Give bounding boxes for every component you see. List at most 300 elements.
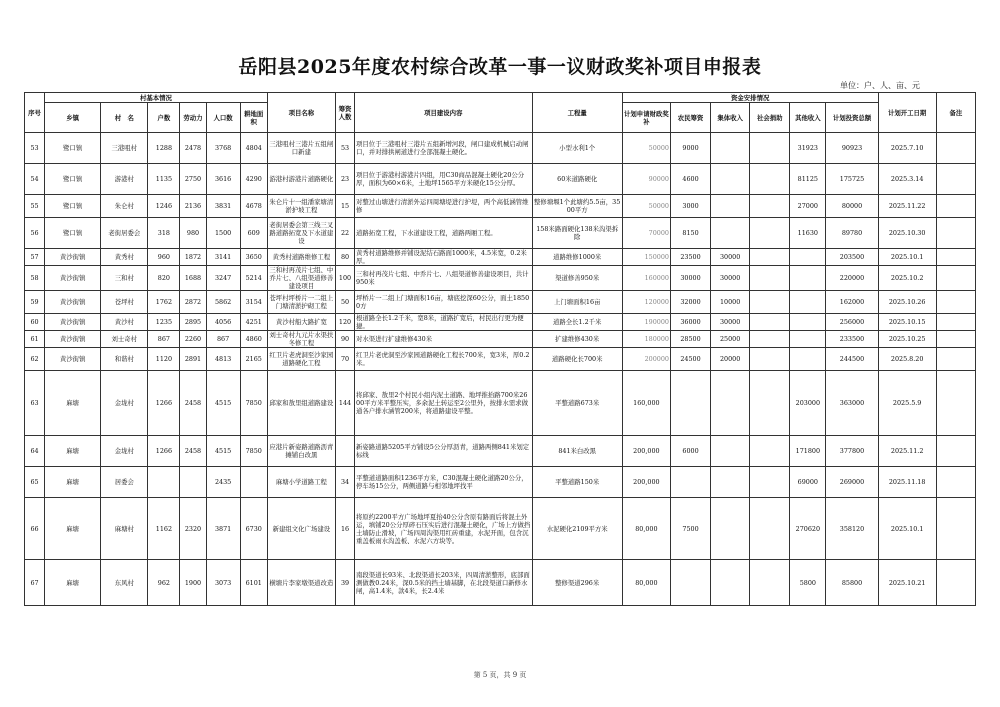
cell-remark [936, 133, 975, 164]
cell-don [750, 314, 790, 331]
cell-farmer: 24500 [670, 348, 710, 371]
cell-funded: 34 [335, 467, 354, 498]
table-row [25, 218, 976, 249]
cell-other: 31923 [790, 133, 826, 164]
table-row [25, 560, 976, 606]
cell-funded: 120 [335, 314, 354, 331]
cell-date: 2025.10.1 [878, 498, 936, 560]
cell-content: 坪桥片一二组上门塘面积16亩，塘底挖深60公分，面土18500方 [355, 291, 533, 314]
cell-name: 三和村再茂片七组、中乔片七、八组渠道修善建设项目 [267, 266, 335, 291]
cell-don [750, 348, 790, 371]
cell-date: 2025.11.2 [878, 436, 936, 467]
cell-land: 4860 [240, 331, 267, 348]
cell-total: 269000 [826, 467, 878, 498]
cell-village: 黄秀村 [101, 249, 148, 266]
cell-village: 游港村 [101, 164, 148, 195]
header-labor: 劳动力 [180, 103, 206, 133]
cell-labor [180, 467, 206, 498]
cell-name: 新建组文化广场建设 [267, 498, 335, 560]
cell-remark [936, 467, 975, 498]
cell-other [790, 331, 826, 348]
cell-total: 363000 [826, 371, 878, 436]
cell-coll [711, 133, 750, 164]
header-content: 项目建设内容 [355, 93, 533, 133]
cell-don [750, 133, 790, 164]
table-row [25, 348, 976, 371]
cell-other [790, 348, 826, 371]
cell-name: 老街居委会第三线三叉路道路拓宽及下水道建设 [267, 218, 335, 249]
cell-land: 7850 [240, 436, 267, 467]
header-population: 人口数 [206, 103, 240, 133]
cell-seq: 56 [25, 218, 45, 249]
cell-town: 黄沙街镇 [45, 331, 101, 348]
cell-remark [936, 348, 975, 371]
cell-labor: 2478 [180, 133, 206, 164]
cell-applied: 120000 [622, 291, 670, 314]
cell-labor: 980 [180, 218, 206, 249]
cell-hh: 1120 [148, 348, 180, 371]
cell-date: 2025.10.2 [878, 266, 936, 291]
cell-labor: 2320 [180, 498, 206, 560]
cell-other [790, 314, 826, 331]
cell-don [750, 249, 790, 266]
header-donation: 社会捐助 [750, 103, 790, 133]
cell-other [790, 266, 826, 291]
cell-applied: 80,000 [622, 560, 670, 606]
cell-don [750, 467, 790, 498]
cell-remark [936, 249, 975, 266]
cell-land: 4290 [240, 164, 267, 195]
header-project-name: 项目名称 [267, 93, 335, 133]
cell-hh: 1162 [148, 498, 180, 560]
cell-village: 三和村 [101, 266, 148, 291]
cell-coll: 25000 [711, 331, 750, 348]
cell-don [750, 218, 790, 249]
cell-funded: 144 [335, 371, 354, 436]
cell-labor: 2750 [180, 164, 206, 195]
cell-content: 对整过山塘进行清淤外运四周塘堤进行护堤，两个高低涵管维修 [355, 195, 533, 218]
cell-date: 2025.10.21 [878, 560, 936, 606]
cell-remark [936, 498, 975, 560]
cell-town: 麻塘 [45, 371, 101, 436]
cell-coll: 20000 [711, 348, 750, 371]
cell-farmer [670, 560, 710, 606]
cell-funded: 16 [335, 498, 354, 560]
cell-funded: 80 [335, 249, 354, 266]
cell-funded: 50 [335, 291, 354, 314]
cell-other [790, 291, 826, 314]
cell-funded: 70 [335, 348, 354, 371]
cell-labor: 1900 [180, 560, 206, 606]
cell-hh: 867 [148, 331, 180, 348]
cell-seq: 53 [25, 133, 45, 164]
cell-qty: 上门塘面积16亩 [532, 291, 622, 314]
cell-applied: 180000 [622, 331, 670, 348]
cell-remark [936, 164, 975, 195]
cell-applied: 160,000 [622, 371, 670, 436]
cell-seq: 63 [25, 371, 45, 436]
cell-remark [936, 218, 975, 249]
cell-applied: 200,000 [622, 467, 670, 498]
cell-farmer: 6000 [670, 436, 710, 467]
cell-total: 256000 [826, 314, 878, 331]
cell-total: 80000 [826, 195, 878, 218]
cell-name: 黄秀村道路维修工程 [267, 249, 335, 266]
header-farmer: 农民筹资 [670, 103, 710, 133]
cell-funded: 100 [335, 266, 354, 291]
cell-don [750, 436, 790, 467]
cell-land: 4678 [240, 195, 267, 218]
cell-date: 2025.3.14 [878, 164, 936, 195]
cell-hh: 962 [148, 560, 180, 606]
cell-content: 将原约2200平方广场地坪夏抬40公分含原有路面后将混土外运，填铺20公分厚碎石压实后进行混凝土硬化，广场上方做挡土墙防止滑坡，广场四周沟渠用红砖重建，水泥开面，包含沉重盖板雨水沟盖板、水泥六方块等。 [355, 498, 533, 560]
cell-content: 将邱家、敖里2个村民小组内泥土道路、地坪推抬路700米2600平方米平整压实，多余泥土转运至2公里外，按排水需求做通各户排水涵管200米，将道路建设平整。 [355, 371, 533, 436]
cell-labor: 2136 [180, 195, 206, 218]
header-seq: 序号 [25, 93, 45, 133]
cell-applied: 200,000 [622, 436, 670, 467]
cell-qty: 水泥硬化2109平方米 [532, 498, 622, 560]
table-body [25, 133, 976, 606]
table-row [25, 133, 976, 164]
cell-applied: 50000 [622, 133, 670, 164]
table-row [25, 195, 976, 218]
cell-coll [711, 164, 750, 195]
cell-qty: 小型水利1个 [532, 133, 622, 164]
cell-land: 3650 [240, 249, 267, 266]
cell-farmer: 7500 [670, 498, 710, 560]
cell-seq: 54 [25, 164, 45, 195]
cell-date: 2025.10.26 [878, 291, 936, 314]
cell-remark [936, 436, 975, 467]
cell-other: 171800 [790, 436, 826, 467]
cell-total: 377800 [826, 436, 878, 467]
cell-labor: 1688 [180, 266, 206, 291]
page-title: 岳阳县2025年度农村综合改革一事一议财政奖补项目申报表 [238, 56, 762, 78]
cell-other: 27000 [790, 195, 826, 218]
cell-total: 90923 [826, 133, 878, 164]
cell-seq: 62 [25, 348, 45, 371]
cell-content: 对水渠进行扩建维修430米 [355, 331, 533, 348]
cell-remark [936, 560, 975, 606]
cell-qty: 整修渠道296米 [532, 560, 622, 606]
cell-village: 金垅村 [101, 371, 148, 436]
cell-pop: 4515 [206, 436, 240, 467]
cell-qty: 60米道路硬化 [532, 164, 622, 195]
cell-funded: 23 [335, 164, 354, 195]
cell-hh: 1762 [148, 291, 180, 314]
cell-content: 道路拓宽工程，下水道建设工程，道路两厢工程。 [355, 218, 533, 249]
cell-village: 苍坪村 [101, 291, 148, 314]
cell-land: 4251 [240, 314, 267, 331]
cell-seq: 60 [25, 314, 45, 331]
cell-town: 鹭口镇 [45, 133, 101, 164]
cell-labor: 2891 [180, 348, 206, 371]
cell-hh: 1235 [148, 314, 180, 331]
table-row [25, 331, 976, 348]
cell-name: 横塘片李家墩渠道改造 [267, 560, 335, 606]
cell-coll [711, 371, 750, 436]
cell-farmer: 28500 [670, 331, 710, 348]
cell-remark [936, 314, 975, 331]
cell-town: 黄沙街镇 [45, 249, 101, 266]
cell-seq: 57 [25, 249, 45, 266]
cell-qty: 平整道路673米 [532, 371, 622, 436]
cell-hh: 960 [148, 249, 180, 266]
cell-land: 6101 [240, 560, 267, 606]
cell-town: 麻塘 [45, 436, 101, 467]
cell-remark [936, 266, 975, 291]
cell-qty: 平整道路150米 [532, 467, 622, 498]
cell-seq: 61 [25, 331, 45, 348]
cell-name: 红卫片老虎洞至沙家园道路硬化工程 [267, 348, 335, 371]
cell-pop: 2435 [206, 467, 240, 498]
cell-village: 刘士奇村 [101, 331, 148, 348]
table-row [25, 498, 976, 560]
cell-total: 358120 [826, 498, 878, 560]
cell-village: 三港咀村 [101, 133, 148, 164]
cell-applied: 190000 [622, 314, 670, 331]
page-footer: 第 5 页，共 9 页 [473, 671, 527, 679]
cell-labor: 1872 [180, 249, 206, 266]
header-start-date: 计划开工日期 [878, 93, 936, 133]
cell-pop: 5862 [206, 291, 240, 314]
cell-pop: 4813 [206, 348, 240, 371]
cell-content: 三和村再茂片七组、中乔片七、八组渠道修善建设项目，共计950米 [355, 266, 533, 291]
cell-town: 麻塘 [45, 560, 101, 606]
cell-total: 89780 [826, 218, 878, 249]
cell-content: 根道路全长1.2千米，宽8米，道路扩宽后，村民出行更为便捷。 [355, 314, 533, 331]
cell-pop: 4056 [206, 314, 240, 331]
cell-pop: 3831 [206, 195, 240, 218]
cell-hh: 1246 [148, 195, 180, 218]
cell-village: 和谐村 [101, 348, 148, 371]
cell-hh: 318 [148, 218, 180, 249]
header-village: 村 名 [101, 103, 148, 133]
cell-coll [711, 560, 750, 606]
cell-farmer: 36000 [670, 314, 710, 331]
cell-content: 项目位于游港村游港片四组，用C30商品混凝土硬化20公分厚，面积为60×6米，土地坪1565平方米硬化15公分厚。 [355, 164, 533, 195]
unit-label: 单位：户、人、亩、元 [840, 81, 920, 90]
table-row [25, 266, 976, 291]
cell-total: 175725 [826, 164, 878, 195]
cell-seq: 67 [25, 560, 45, 606]
cell-content: 项目位于三港咀村三港片五组新增河段，闸口建成机械启动闸口，并对排拱闸道进行全部混凝土硬化。 [355, 133, 533, 164]
cell-content: 南段渠道长93米、北段渠道长203米，四周清淤整形，底部面测做教0.24米，深0.5米的挡土墙基脚，在北段渠道口新修水闸，高1.4米，款4米，长2.4米 [355, 560, 533, 606]
cell-town: 黄沙街镇 [45, 291, 101, 314]
cell-content: 新姿路道路5205平方铺设5公分厚沥青，道路两侧841米划定标线 [355, 436, 533, 467]
cell-town: 鹭口镇 [45, 195, 101, 218]
cell-seq: 55 [25, 195, 45, 218]
cell-land: 609 [240, 218, 267, 249]
cell-content: 平整道道路面积1236平方米，C30混凝土硬化道路20公分，停车场15公分，两侧道路与相邻地坪找平 [355, 467, 533, 498]
cell-town: 麻塘 [45, 467, 101, 498]
cell-pop: 3768 [206, 133, 240, 164]
cell-total: 203500 [826, 249, 878, 266]
cell-other: 270620 [790, 498, 826, 560]
cell-applied: 150000 [622, 249, 670, 266]
header-village-info: 村基本情况 [45, 93, 268, 103]
cell-qty: 整修塘堰1个此塘约5.5亩，3500平方 [532, 195, 622, 218]
cell-coll: 30000 [711, 249, 750, 266]
cell-hh: 820 [148, 266, 180, 291]
cell-farmer: 8150 [670, 218, 710, 249]
header-quantity: 工程量 [532, 93, 622, 133]
cell-date: 2025.5.9 [878, 371, 936, 436]
cell-total: 244500 [826, 348, 878, 371]
cell-pop: 3073 [206, 560, 240, 606]
header-township: 乡镇 [45, 103, 101, 133]
cell-applied: 90000 [622, 164, 670, 195]
cell-coll [711, 436, 750, 467]
cell-name: 黄沙村船大路扩宽 [267, 314, 335, 331]
cell-don [750, 164, 790, 195]
cell-remark [936, 371, 975, 436]
cell-town: 麻塘 [45, 498, 101, 560]
cell-other [790, 249, 826, 266]
cell-land: 6730 [240, 498, 267, 560]
cell-coll [711, 498, 750, 560]
cell-applied: 80,000 [622, 498, 670, 560]
header-funded-people: 筹资人数 [335, 93, 354, 133]
cell-seq: 59 [25, 291, 45, 314]
cell-town: 鹭口镇 [45, 218, 101, 249]
cell-date: 2025.10.30 [878, 218, 936, 249]
table-row [25, 371, 976, 436]
cell-don [750, 195, 790, 218]
cell-don [750, 331, 790, 348]
cell-pop: 1500 [206, 218, 240, 249]
cell-village: 居委会 [101, 467, 148, 498]
cell-funded [335, 436, 354, 467]
cell-coll: 30000 [711, 266, 750, 291]
cell-name: 邱家和敖里组道路建设 [267, 371, 335, 436]
cell-qty: 道路全长1.2千米 [532, 314, 622, 331]
cell-hh: 1266 [148, 436, 180, 467]
cell-pop: 4515 [206, 371, 240, 436]
cell-total: 220000 [826, 266, 878, 291]
cell-land: 4804 [240, 133, 267, 164]
cell-don [750, 371, 790, 436]
cell-total: 162000 [826, 291, 878, 314]
cell-funded: 90 [335, 331, 354, 348]
cell-date: 2025.10.25 [878, 331, 936, 348]
cell-applied: 50000 [622, 195, 670, 218]
cell-other: 69000 [790, 467, 826, 498]
cell-land: 5214 [240, 266, 267, 291]
cell-seq: 66 [25, 498, 45, 560]
cell-village: 东风村 [101, 560, 148, 606]
cell-labor: 2458 [180, 371, 206, 436]
cell-don [750, 291, 790, 314]
cell-labor: 2872 [180, 291, 206, 314]
cell-name: 麻塘小学道路工程 [267, 467, 335, 498]
cell-land: 2165 [240, 348, 267, 371]
cell-name: 游港村游港片道路硬化 [267, 164, 335, 195]
cell-funded: 22 [335, 218, 354, 249]
cell-name: 苍坪村坪桥片一二组上门塘清淤护砌工程 [267, 291, 335, 314]
cell-total: 233500 [826, 331, 878, 348]
cell-farmer: 4600 [670, 164, 710, 195]
header-funding: 资金安排情况 [622, 93, 878, 103]
cell-farmer: 3000 [670, 195, 710, 218]
header-households: 户数 [148, 103, 180, 133]
cell-qty: 扩建维修430米 [532, 331, 622, 348]
cell-remark [936, 195, 975, 218]
table-row [25, 291, 976, 314]
cell-coll: 10000 [711, 291, 750, 314]
table-row [25, 467, 976, 498]
cell-land: 3154 [240, 291, 267, 314]
table-row [25, 436, 976, 467]
cell-date: 2025.10.15 [878, 314, 936, 331]
cell-qty: 渠道修善950米 [532, 266, 622, 291]
cell-pop: 3247 [206, 266, 240, 291]
cell-date: 2025.7.10 [878, 133, 936, 164]
header-other: 其他收入 [790, 103, 826, 133]
cell-village: 老街居委会 [101, 218, 148, 249]
header-applied: 计划申请财政奖补 [622, 103, 670, 133]
cell-town: 黄沙街镇 [45, 314, 101, 331]
cell-other: 81125 [790, 164, 826, 195]
cell-other: 203000 [790, 371, 826, 436]
cell-name: 刘士奇村九元片水渠扶冬修工程 [267, 331, 335, 348]
cell-funded: 53 [335, 133, 354, 164]
cell-remark [936, 291, 975, 314]
cell-don [750, 266, 790, 291]
cell-village: 麻塘村 [101, 498, 148, 560]
table-row [25, 164, 976, 195]
cell-other: 5800 [790, 560, 826, 606]
cell-other: 11630 [790, 218, 826, 249]
cell-date: 2025.8.20 [878, 348, 936, 371]
cell-applied: 70000 [622, 218, 670, 249]
cell-town: 黄沙街镇 [45, 348, 101, 371]
cell-coll [711, 467, 750, 498]
cell-pop: 867 [206, 331, 240, 348]
cell-village: 黄沙村 [101, 314, 148, 331]
cell-labor: 2458 [180, 436, 206, 467]
cell-farmer [670, 467, 710, 498]
cell-qty: 道路维修1000米 [532, 249, 622, 266]
table-row [25, 314, 976, 331]
cell-farmer [670, 371, 710, 436]
cell-labor: 2895 [180, 314, 206, 331]
cell-applied: 200000 [622, 348, 670, 371]
cell-date: 2025.11.18 [878, 467, 936, 498]
cell-farmer: 23500 [670, 249, 710, 266]
cell-applied: 160000 [622, 266, 670, 291]
header-collective: 集体收入 [711, 103, 750, 133]
cell-hh: 1135 [148, 164, 180, 195]
cell-date: 2025.10.1 [878, 249, 936, 266]
cell-seq: 64 [25, 436, 45, 467]
cell-name: 三港咀村三港片五组闸口新建 [267, 133, 335, 164]
cell-pop: 3616 [206, 164, 240, 195]
header-remark: 备注 [936, 93, 975, 133]
report-table [24, 92, 976, 606]
cell-hh: 1288 [148, 133, 180, 164]
cell-coll: 30000 [711, 314, 750, 331]
cell-town: 黄沙街镇 [45, 266, 101, 291]
cell-land [240, 467, 267, 498]
cell-town: 鹭口镇 [45, 164, 101, 195]
cell-don [750, 498, 790, 560]
cell-name: 朱仑片十一组潘家塘清淤护坡工程 [267, 195, 335, 218]
cell-qty: 841米白改黑 [532, 436, 622, 467]
cell-content: 黄秀村道路维修并铺设泥结石路面1000米，4.5米宽，0.2米厚。 [355, 249, 533, 266]
cell-labor: 2260 [180, 331, 206, 348]
cell-farmer: 32000 [670, 291, 710, 314]
